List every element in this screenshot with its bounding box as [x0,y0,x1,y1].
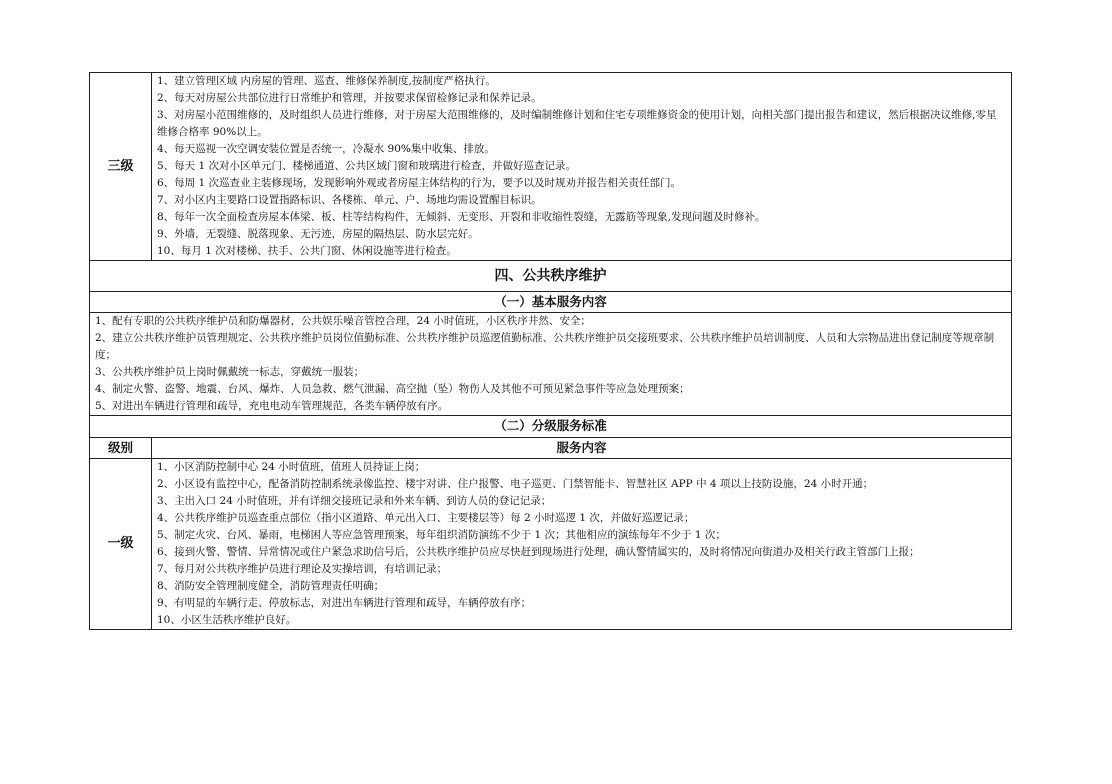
level1-row [90,458,1012,629]
graded-standard-title: （二）分级服务标准 [90,416,1012,437]
list-item: 1、小区消防控制中心 24 小时值班，值班人员持证上岗； [157,460,426,473]
basic-service-title: （一）基本服务内容 [90,292,1012,313]
list-item: 10、每月 1 次对楼梯、扶手、公共门窗、休闲设施等进行检查。 [157,245,457,257]
level1-label: 一级 [90,458,152,629]
basic-service-items [90,313,1012,416]
list-item: 7、每月对公共秩序维护员进行理论及实操培训，有培训记录； [157,562,448,575]
list-item: 9、有明显的车辆行走、停放标志，对进出车辆进行管理和疏导，车辆停放有序； [157,596,532,609]
list-item: 8、每年一次全面检查房屋本体梁、板、柱等结构构件，无倾斜、无变形、开裂和非收缩性裂缝，无露筋等现象,发现问题及时修补。 [157,211,766,223]
list-item: 5、每天 1 次对小区单元门、楼梯通道、公共区域门窗和玻璃进行检查，并做好巡查记录。 [157,160,577,172]
level3-items [152,73,1012,261]
list-item: 1、配有专职的公共秩序维护员和防爆器材，公共娱乐噪音管控合理，24 小时值班，小区秩序井然、安全； [95,315,591,328]
level1-items [152,458,1012,629]
section-title: 四、公共秩序维护 [90,261,1012,292]
document-page [89,72,1011,630]
list-item: 9、外墙，无裂缝、脱落现象、无污迹，房屋的隔热层、防水层完好。 [157,228,479,240]
list-item: 8、消防安全管理制度健全，消防管理责任明确； [157,579,385,592]
list-item: 2、小区设有监控中心，配备消防控制系统录像监控、楼宇对讲、住户报警、电子巡更、门禁智能卡、智慧社区 APP 中 4 项以上技防设施，24 小时开通； [157,477,874,490]
list-item: 2、每天对房屋公共部位进行日常维护和管理，并按要求保留检修记录和保养记录。 [157,92,542,104]
list-item: 4、公共秩序维护员巡查重点部位（指小区道路、单元出入口、主要楼层等）每 2 小时巡逻 1 次，并做好巡逻记录； [157,511,695,524]
column-header-content: 服务内容 [152,437,1012,458]
list-item: 1、建立管理区域 内房屋的管理、巡查、维修保养制度,按制度严格执行。 [157,75,496,87]
list-item: 3、对房屋小范围维修的，及时组织人员进行维修，对于房屋大范围维修的，及时编制维修计划和住宅专项维修资金的使用计划，向相关部门提出报告和建议，然后根据决议维修,零星维修合格率 90%以上。 [157,109,997,138]
list-item: 7、对小区内主要路口设置指路标识、各楼栋、单元、户、场地均需设置醒目标识。 [157,194,542,206]
list-item: 5、制定火灾、台风、暴雨，电梯困人等应急管理预案，每年组织消防演练不少于 1 次；其他相应的演练每年不少于 1 次； [157,528,726,541]
level3-label: 三级 [90,73,152,261]
list-item: 3、公共秩序维护员上岗时佩戴统一标志，穿戴统一服装； [95,366,365,379]
list-item: 6、接到火警、警情、异常情况或住户紧急求助信号后，公共秩序维护员应尽快赶到现场进行处理，确认警情属实的，及时将情况向街道办及相关行政主管部门上报； [157,545,920,558]
service-standard-table [89,72,1012,630]
column-header-level: 级别 [90,437,152,458]
list-item: 5、对进出车辆进行管理和疏导，充电电动车管理规范，各类车辆停放有序。 [95,400,449,413]
list-item: 3、主出入口 24 小时值班，并有详细交接班记录和外来车辆、到访人员的登记记录； [157,494,552,507]
list-item: 2、建立公共秩序维护员管理规定、公共秩序维护员岗位值勤标准、公共秩序维护员巡逻值勤标准、公共秩序维护员交接班要求、公共秩序维护员培训制度、人员和大宗物品进出登记制度等规章制度； [95,332,995,362]
list-item: 4、制定火警、盗警、地震、台风、爆炸、人员急救、燃气泄漏、高空抛（坠）物伤人及其他不可预见紧急事件等应急处理预案； [95,383,690,396]
list-item: 6、每周 1 次巡查业主装修现场，发现影响外观或者房屋主体结构的行为，要予以及时规劝并报告相关责任部门。 [157,177,682,189]
level3-row [90,73,1012,261]
list-item: 4、每天巡视一次空调安装位置是否统一，冷凝水 90%集中收集、排放。 [157,143,495,155]
list-item: 10、小区生活秩序维护良好。 [157,613,297,626]
